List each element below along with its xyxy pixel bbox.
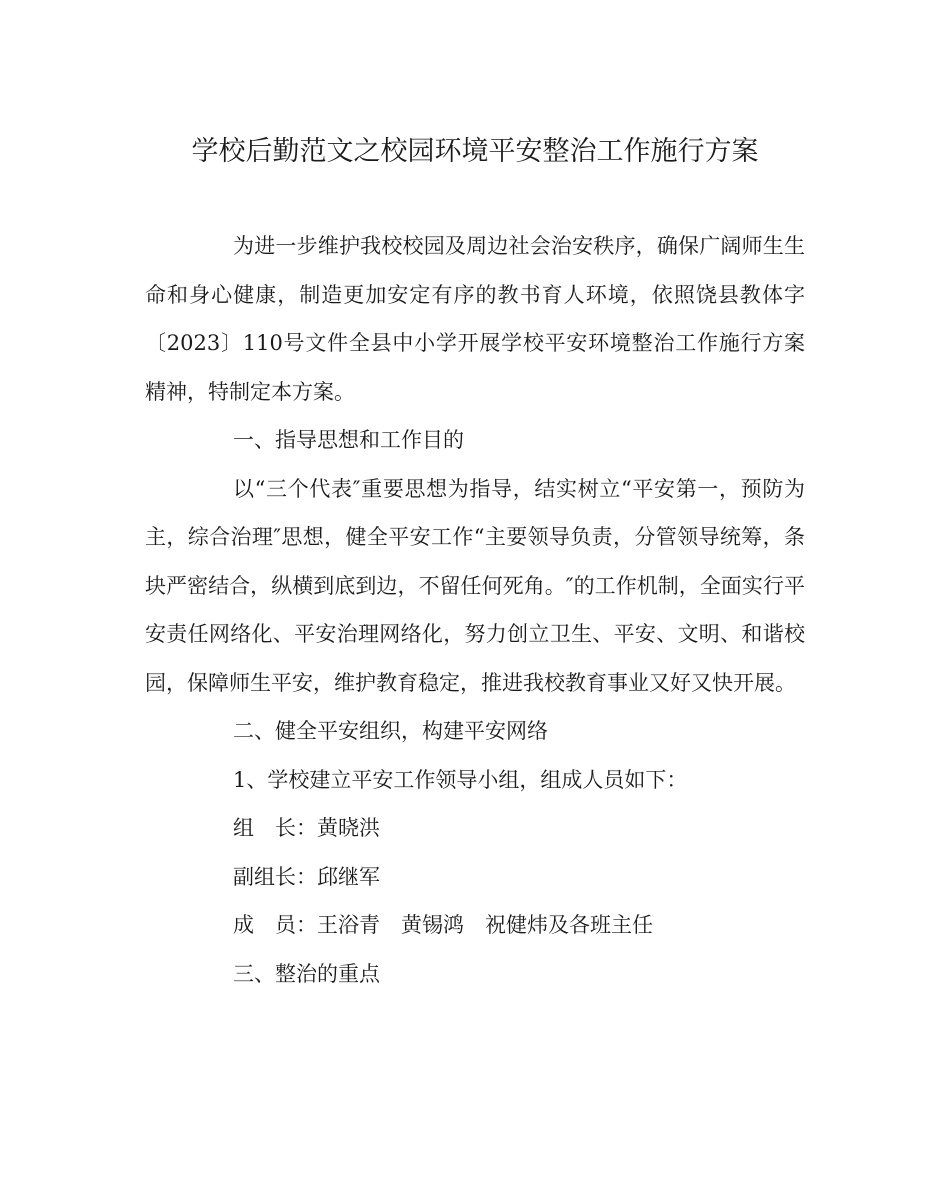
section-2-item-1: 1、学校建立平安工作领导小组，组成人员如下： (233, 767, 688, 792)
group-leader-line: 组 长：黄晓洪 (233, 816, 380, 840)
members-line: 成 员：王浴青 黄锡鸿 祝健炜及各班主任 (233, 913, 653, 937)
document-body (145, 130, 805, 998)
section-3-heading: 三、整治的重点 (233, 961, 380, 986)
intro-paragraph: 为进一步维护我校校园及周边社会治安秩序，确保广阔师生生命和身心健康，制造更加安定有序的教书育人环境，依照饶县教体字〔2023〕110号文件全县中小学开展学校平安环境整治工作施行方案精神，特制定本方案。 (145, 234, 805, 404)
document-title: 学校后勤范文之校园环境平安整治工作施行方案 (191, 136, 759, 167)
section-1-heading: 一、指导思想和工作目的 (233, 428, 464, 452)
section-2-heading: 二、健全平安组织，构建平安网络 (233, 719, 548, 743)
section-1-paragraph: 以“三个代表″重要思想为指导，结实树立“平安第一，预防为主，综合治理″思想，健全平安工作“主要领导负责，分管领导统筹，条块严密结合，纵横到底到边，不留任何死角。″的工作机制，全面实行平安责任网络化、平安治理网络化，努力创立卫生、平安、文明、和谐校园，保障师生平安，维护教育稳定，推进我校教育事业又好又快开展。 (145, 476, 805, 695)
deputy-leader-line: 副组长：邱继军 (233, 864, 380, 889)
